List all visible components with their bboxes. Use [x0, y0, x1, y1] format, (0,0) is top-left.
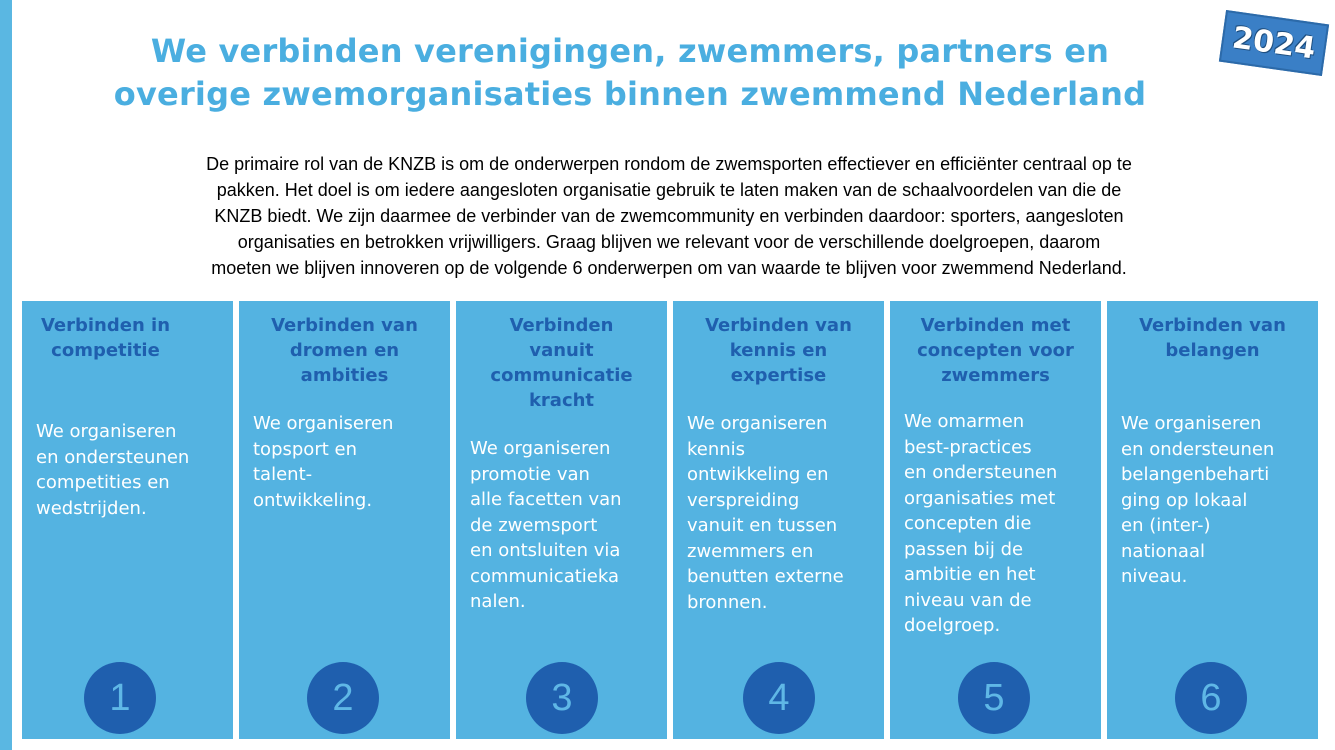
step-number-badge: 3	[526, 662, 598, 734]
card-body-line: niveau van de	[904, 589, 1032, 611]
card-title: Verbinden in competitie	[40, 315, 171, 361]
card-body-line: We organiseren	[470, 438, 611, 459]
card-body-line: We organiseren	[1121, 413, 1262, 434]
intro-line: pakken. Het doel is om iedere aangesloten organisatie gebruik te laten maken van de schaalvoordelen van die de	[216, 180, 1122, 200]
topic-card-1	[22, 301, 233, 739]
intro-line: organisaties en betrokken vrijwilligers. Graag blijven we relevant voor de verschillende doelgroepen, daarom	[237, 232, 1101, 252]
card-body-line: We organiseren	[687, 413, 828, 434]
card-body	[904, 409, 1091, 639]
card-body-line: We omarmen	[904, 411, 1025, 432]
card-body-line: ontwikkeling.	[253, 489, 373, 511]
card-body-line: kennis	[687, 438, 746, 460]
card-body-line: en ondersteunen	[904, 462, 1058, 483]
card-body-line: nationaal	[1121, 540, 1205, 562]
intro-line: moeten we blijven innoveren op de volgende 6 onderwerpen om van waarde te blijven voor zwemmend Nederland.	[211, 258, 1127, 278]
card-body-line: talent-	[253, 464, 313, 485]
card-body-line: bronnen.	[687, 591, 768, 613]
title-line-2: overige zwemorganisaties binnen zwemmend Nederland	[113, 75, 1147, 113]
card-body-line: de zwemsport	[470, 514, 598, 536]
intro-line: KNZB biedt. We zijn daarmee de verbinder van de zwemcommunity en verbinden daardoor: sporters, aangesloten	[214, 206, 1124, 226]
card-body-line: doelgroep.	[904, 615, 1001, 636]
card-title: Verbinden van belangen	[1139, 315, 1286, 361]
card-body-line: topsport en	[253, 438, 357, 460]
card-body	[687, 411, 874, 615]
card-body-line: passen bij de	[904, 538, 1024, 560]
step-number-badge: 5	[958, 662, 1030, 734]
card-body-line: concepten die	[904, 513, 1032, 534]
step-number-badge: 1	[84, 662, 156, 734]
topic-card-4	[673, 301, 884, 739]
intro-paragraph	[18, 151, 1320, 281]
step-number-badge: 2	[307, 662, 379, 734]
year-badge	[1219, 10, 1329, 76]
card-title: Verbinden met concepten voor zwemmers	[917, 315, 1074, 386]
card-body	[36, 419, 223, 521]
left-accent-bar	[0, 0, 12, 750]
card-body	[470, 436, 657, 615]
card-title: Verbinden vanuit communicatie kracht	[490, 315, 633, 411]
card-title: Verbinden van dromen en ambities	[271, 315, 418, 386]
card-body-line: en ondersteunen	[36, 446, 190, 468]
intro-line: De primaire rol van de KNZB is om de onderwerpen rondom de zwemsporten effectiever en efficiënter centraal op te	[206, 154, 1132, 174]
card-body-line: competities en	[36, 472, 170, 493]
page-title	[60, 30, 1200, 116]
card-body	[253, 411, 440, 513]
card-body	[1121, 411, 1308, 590]
card-body-line: belangenbeharti	[1121, 464, 1270, 485]
card-body-line: ontwikkeling en	[687, 464, 829, 485]
step-number-badge: 6	[1175, 662, 1247, 734]
topic-card-2	[239, 301, 450, 739]
card-body-line: en ondersteunen	[1121, 438, 1275, 460]
card-body-line: benutten externe	[687, 566, 844, 587]
topic-cards	[22, 301, 1318, 739]
card-body-line: ambitie en het	[904, 564, 1036, 585]
card-body-line: promotie van	[470, 463, 590, 485]
card-body-line: verspreiding	[687, 489, 800, 511]
card-body-line: We organiseren	[253, 413, 394, 434]
card-body-line: niveau.	[1121, 566, 1188, 587]
card-body-line: vanuit en tussen	[687, 515, 838, 536]
card-body-line: en (inter-)	[1121, 515, 1211, 536]
topic-card-5	[890, 301, 1101, 739]
card-body-line: communicatieka	[470, 565, 619, 587]
card-body-line: alle facetten van	[470, 489, 622, 510]
card-body-line: wedstrijden.	[36, 497, 147, 519]
card-title: Verbinden van kennis en expertise	[705, 315, 852, 386]
year-badge-label: 2024	[1230, 19, 1318, 67]
card-body-line: zwemmers en	[687, 540, 814, 562]
topic-card-3	[456, 301, 667, 739]
title-line-1: We verbinden verenigingen, zwemmers, partners en	[150, 32, 1110, 70]
card-body-line: ging op lokaal	[1121, 489, 1248, 511]
card-body-line: best-practices	[904, 436, 1032, 458]
card-body-line: We organiseren	[36, 421, 177, 442]
card-body-line: en ontsluiten via	[470, 540, 621, 561]
card-body-line: nalen.	[470, 591, 526, 612]
topic-card-6	[1107, 301, 1318, 739]
card-body-line: organisaties met	[904, 487, 1056, 509]
step-number-badge: 4	[743, 662, 815, 734]
